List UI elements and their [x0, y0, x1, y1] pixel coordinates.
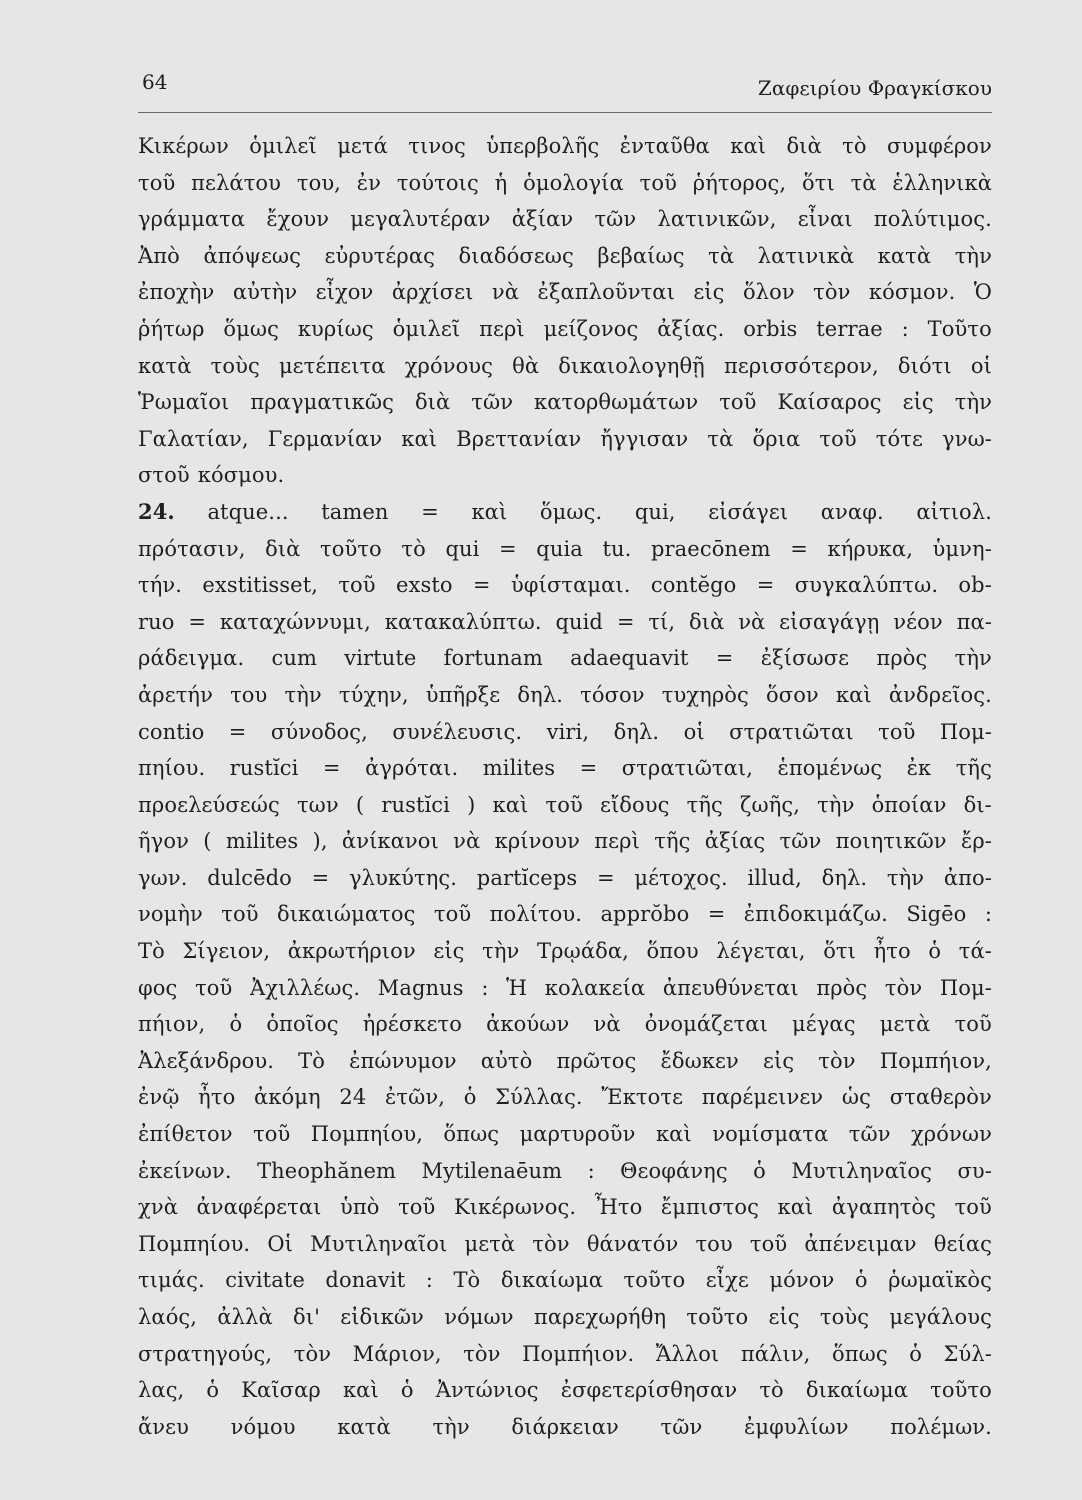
text-line: κατὰ τοὺς μετέπειτα χρόνους θὰ δικαιολογηθῇ περισσότερον, διότι οἱ [138, 353, 992, 378]
text-line: Πομπηίου. Οἱ Μυτιληναῖοι μετὰ τὸν θάνατόν του τοῦ ἀπένειμαν θείας [138, 1231, 992, 1256]
text-line: contio = σύνοδος, συνέλευσις. viri, δηλ. οἱ στρατιῶται τοῦ Πομ- [138, 719, 992, 744]
text-line: Ῥωμαῖοι πραγματικῶς διὰ τῶν κατορθωμάτων τοῦ Καίσαρος εἰς τὴν [138, 390, 992, 415]
text-line: τοῦ πελάτου του, ἐν τούτοις ἡ ὁμολογία τοῦ ῥήτορος, ὅτι τὰ ἑλληνικὰ [138, 170, 992, 195]
text-line: Ἀπὸ ἀπόψεως εὐρυτέρας διαδόσεως βεβαίως τὰ λατινικὰ κατὰ τὴν [138, 243, 992, 268]
running-title: Ζαφειρίου Φραγκίσκου [757, 76, 992, 100]
text-line: ῥήτωρ ὅμως κυρίως ὁμιλεῖ περὶ μείζονος ἀξίας. orbis terrae : Τοῦτο [138, 316, 992, 341]
running-head [138, 68, 992, 104]
text-line: στοῦ κόσμου. [138, 463, 285, 488]
text-line: λας, ὁ Καῖσαρ καὶ ὁ Ἀντώνιος ἐσφετερίσθησαν τὸ δικαίωμα τοῦτο [138, 1378, 992, 1403]
text-line: γων. dulcēdo = γλυκύτης. partĭceps = μέτοχος. illud, δηλ. τὴν ἀπο- [138, 865, 992, 890]
text-line: λαός, ἀλλὰ δι' εἰδικῶν νόμων παρεχωρήθη τοῦτο εἰς τοὺς μεγάλους [138, 1305, 992, 1329]
text-line: ἄνευ νόμου κατὰ τὴν διάρκειαν τῶν ἐμφυλίων πολέμων. [138, 1414, 992, 1439]
text-line: φος τοῦ Ἀχιλλέως. Magnus : Ἡ κολακεία ἀπευθύνεται πρὸς τὸν Πομ- [138, 975, 992, 1000]
text-line: ῆγον ( milites ), ἀνίκανοι νὰ κρίνουν περὶ τῆς ἀξίας τῶν ποιητικῶν ἔρ- [138, 829, 992, 854]
text-line: γράμματα ἔχουν μεγαλυτέραν ἀξίαν τῶν λατινικῶν, εἶναι πολύτιμος. [138, 207, 992, 232]
text-line: 24. atque... tamen = καὶ ὅμως. qui, εἰσάγει αναφ. αἰτιολ. [138, 494, 992, 531]
text-line: ἀρετήν του τὴν τύχην, ὑπῆρξε δηλ. τόσον τυχηρὸς ὅσον καὶ ἀνδρεῖος. [138, 682, 992, 707]
text-line: Τὸ Σίγειον, ἀκρωτήριον εἰς τὴν Τρῳάδα, ὅπου λέγεται, ὅτι ἦτο ὁ τά- [138, 939, 992, 964]
text-line: ἐπίθετον τοῦ Πομπηίου, ὅπως μαρτυροῦν καὶ νομίσματα τῶν χρόνων [138, 1122, 992, 1147]
text-line: ἐκείνων. Theophănem Mytilenaēum : Θεοφάνης ὁ Μυτιληναῖος συ- [138, 1158, 992, 1183]
text-line: πρότασιν, διὰ τοῦτο τὸ qui = quia tu. praecōnem = κήρυκα, ὑμνη- [138, 536, 992, 561]
text-line: Κικέρων ὁμιλεῖ μετά τινος ὑπερβολῆς ἐνταῦθα καὶ διὰ τὸ συμφέρον [138, 134, 992, 158]
text-line: Ἀλεξάνδρου. Τὸ ἐπώνυμον αὐτὸ πρῶτος ἔδωκεν εἰς τὸν Πομπήιον, [138, 1048, 992, 1073]
section-number: 24. [138, 498, 175, 524]
text-line: στρατηγούς, τὸν Μάριον, τὸν Πομπήιον. Ἄλλοι πάλιν, ὅπως ὁ Σύλ- [138, 1341, 992, 1366]
page-number: 64 [142, 70, 168, 94]
text-line: Γαλατίαν, Γερμανίαν καὶ Βρεττανίαν ἤγγισαν τὰ ὅρια τοῦ τότε γνω- [138, 426, 992, 451]
text-line: πήιον, ὁ ὁποῖος ἠρέσκετο ἀκούων νὰ ὀνομάζεται μέγας μετὰ τοῦ [138, 1012, 992, 1037]
header-rule [138, 112, 992, 113]
text-line: νομὴν τοῦ δικαιώματος τοῦ πολίτου. apprŏbo = ἐπιδοκιμάζω. Sigēo : [138, 902, 992, 927]
text-line: ἐποχὴν αὐτὴν εἶχον ἀρχίσει νὰ ἐξαπλοῦνται εἰς ὅλον τὸν κόσμον. Ὁ [138, 280, 992, 305]
text-line: ράδειγμα. cum virtute fortunam adaequavit = ἐξίσωσε πρὸς τὴν [138, 646, 992, 671]
text-line: ἐνῷ ἦτο ἀκόμη 24 ἐτῶν, ὁ Σύλλας. Ἔκτοτε παρέμεινεν ὡς σταθερὸν [138, 1085, 992, 1110]
text-line: ruo = καταχώννυμι, κατακαλύπτω. quid = τί, διὰ νὰ εἰσαγάγῃ νέον πα- [138, 609, 992, 634]
text-line: προελεύσεώς των ( rustĭci ) καὶ τοῦ εἴδους τῆς ζωῆς, τὴν ὁποίαν δι- [138, 792, 992, 817]
text-line: τιμάς. civitate donavit : Τὸ δικαίωμα τοῦτο εἶχε μόνον ὁ ῥωμαϊκὸς [138, 1268, 992, 1293]
text-line: πηίου. rustĭci = ἀγρόται. milites = στρατιῶται, ἑπομένως ἐκ τῆς [138, 756, 992, 781]
text-line: χνὰ ἀναφέρεται ὑπὸ τοῦ Κικέρωνος. Ἦτο ἔμπιστος καὶ ἀγαπητὸς τοῦ [138, 1195, 992, 1220]
text-line: τήν. exstitisset, τοῦ exsto = ὑφίσταμαι. contĕgo = συγκαλύπτω. ob- [138, 573, 992, 598]
body-text [138, 128, 992, 1445]
